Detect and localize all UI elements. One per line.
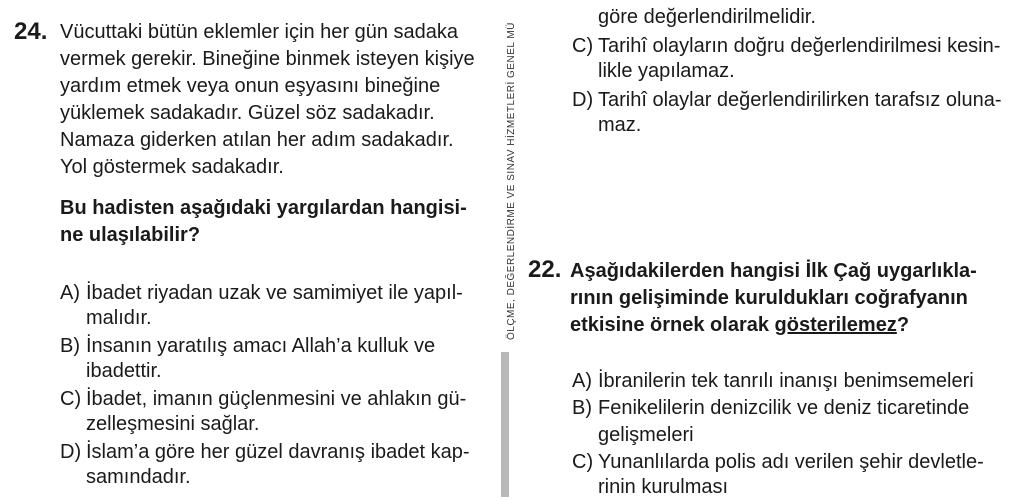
option-text: maz. [598,114,642,136]
option-letter: D) [572,89,594,111]
option-text: rinin kurulması [598,476,729,498]
option-letter: B) [60,335,80,357]
option-letter: C) [572,35,594,57]
option-text: İnsanın yaratılış amacı Allah’a kulluk ve [86,335,436,357]
question-stem-line: yardım etmek veya onun eşyasını bineğine [60,75,441,97]
option-text: zelleşmesini sağlar. [86,413,260,435]
option-text: İslam’a göre her güzel davranış ibadet kap- [86,441,470,463]
question-number-24: 24. [14,18,48,45]
question-stem-line: vermek gerekir. Bineğine binmek isteyen kişiye [60,48,475,70]
question-prompt-line: ne ulaşılabilir? [60,224,201,246]
question-prompt-line: Bu hadisten aşağıdaki yargılardan hangisi- [60,197,467,219]
option-letter: A) [60,282,80,304]
question-prompt-line [570,312,909,339]
option-letter: B) [572,397,592,419]
column-divider-bar [501,352,509,497]
question-prompt-line: rının gelişiminde kuruldukları coğrafyanın [570,287,968,309]
option-text: İbranilerin tek tanrılı inanışı benimsemeleri [598,370,974,392]
question-stem-line: Vücuttaki bütün eklemler için her gün sadaka [60,21,459,43]
question-number-22: 22. [528,256,562,283]
option-letter: A) [572,370,592,392]
option-text: Fenikelilerin denizcilik ve deniz ticaretinde [598,397,970,419]
prompt-text: etkisine örnek olarak [570,314,775,336]
option-text: İbadet, imanın güçlenmesini ve ahlakın gü- [86,388,467,410]
prompt-emphasis: gösterilemez [774,314,897,336]
question-stem-line: yüklemek sadakadır. Güzel söz sadakadır. [60,102,435,124]
option-letter: C) [572,451,594,473]
option-text: ibadettir. [86,360,162,382]
vertical-publisher-text [496,0,516,340]
prompt-end: ? [896,314,910,336]
option-text: İbadet riyadan uzak ve samimiyet ile yapıl- [86,282,463,304]
question-stem-line: Yol göstermek sadakadır. [60,156,284,178]
vertical-publisher-label: ÖLÇME, DEĞERLENDİRME VE SINAV HİZMETLERİ GENEL MÜ [506,22,517,340]
option-text: malıdır. [86,307,152,329]
option-text: Tarihî olayların doğru değerlendirilmesi kesin- [598,35,1001,57]
option-text: Yunanlılarda polis adı verilen şehir devletle- [598,451,984,473]
option-letter: D) [60,441,82,463]
option-text: likle yapılamaz. [598,60,735,82]
question-prompt-line: Aşağıdakilerden hangisi İlk Çağ uygarlıkla- [570,260,977,282]
option-text: gelişmeleri [598,424,694,446]
question-stem-line: Namaza giderken atılan her adım sadakadır. [60,129,454,151]
option-letter: C) [60,388,82,410]
option-text: Tarihî olaylar değerlendirilirken tarafsız oluna- [598,89,1002,111]
option-text: samındadır. [86,466,191,488]
previous-question-continuation: göre değerlendirilmelidir. [598,6,816,28]
